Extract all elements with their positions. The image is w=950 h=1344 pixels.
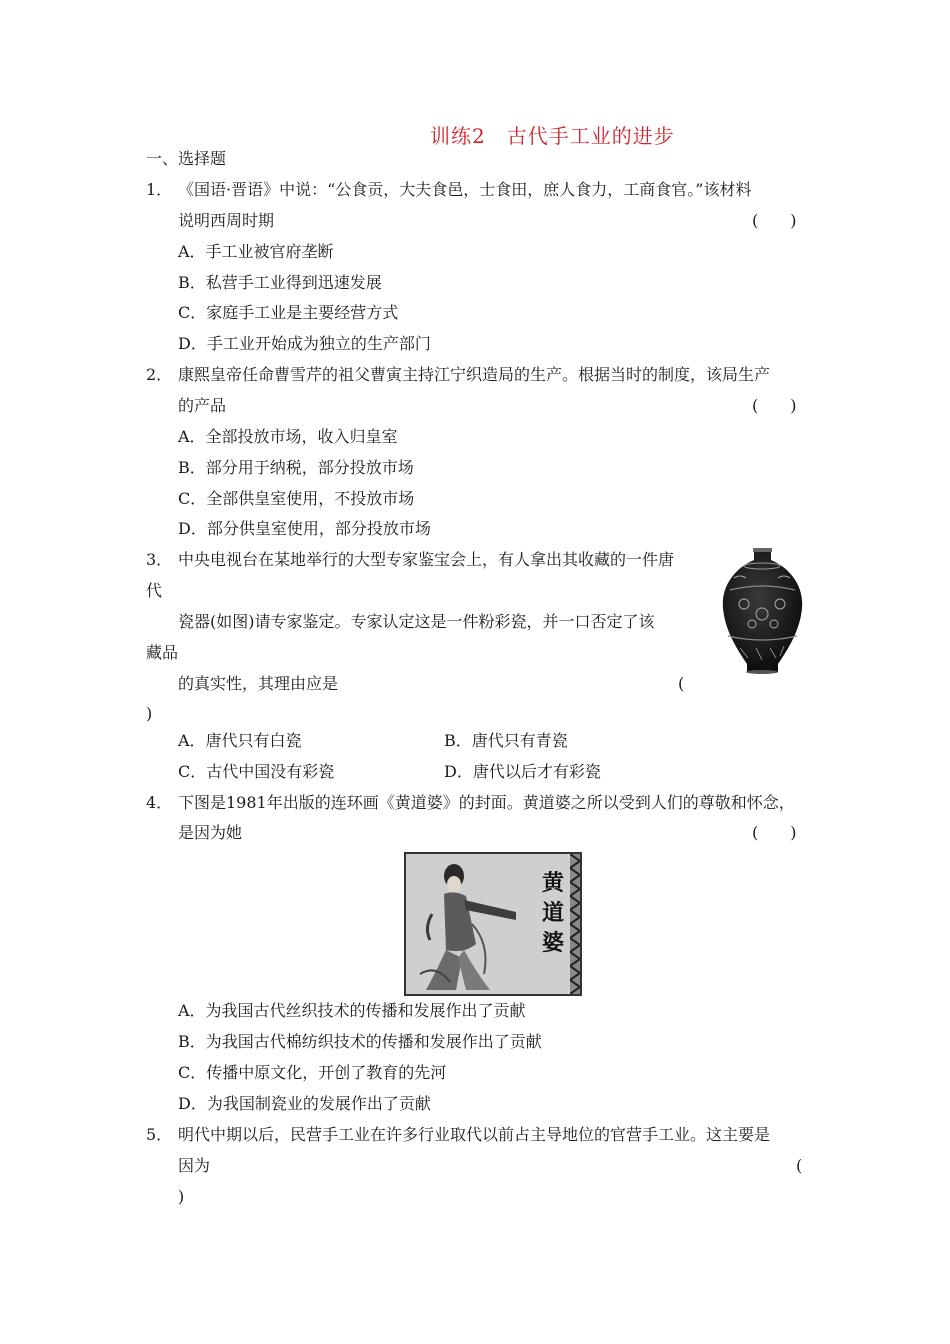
option-b: B．部分用于纳税，部分投放市场 bbox=[178, 458, 414, 477]
option-c: C．传播中原文化，开创了教育的先河 bbox=[178, 1063, 447, 1082]
option-b: B．唐代只有青瓷 bbox=[444, 731, 568, 750]
option-d: D．唐代以后才有彩瓷 bbox=[444, 762, 601, 781]
option-b: B．为我国古代棉纺织技术的传播和发展作出了贡献 bbox=[178, 1032, 542, 1051]
option-b: B．私营手工业得到迅速发展 bbox=[178, 273, 382, 292]
question-number: 4． bbox=[146, 793, 173, 812]
answer-paren-open: ( bbox=[678, 674, 685, 693]
border-pattern bbox=[570, 854, 580, 994]
option-c: C．家庭手工业是主要经营方式 bbox=[178, 303, 399, 322]
question-text: 是因为她 bbox=[178, 823, 243, 842]
question-text: 藏品 bbox=[146, 643, 179, 662]
option-c: C．古代中国没有彩瓷 bbox=[178, 762, 335, 781]
question-text: 康熙皇帝任命曹雪芹的祖父曹寅主持江宁织造局的生产。根据当时的制度，该局生产 bbox=[178, 365, 771, 384]
comic-cover-image bbox=[404, 852, 582, 996]
answer-paren: ( ) bbox=[752, 396, 797, 415]
figure-illustration bbox=[406, 854, 526, 994]
question-text: 的真实性，其理由应是 bbox=[178, 674, 339, 693]
option-c: C．全部供皇室使用，不投放市场 bbox=[178, 489, 415, 508]
question-text: 中央电视台在某地举行的大型专家鉴宝会上，有人拿出其收藏的一件唐 bbox=[178, 550, 675, 569]
question-text: 的产品 bbox=[178, 396, 227, 415]
answer-paren-open: ( bbox=[796, 1156, 803, 1175]
option-a: A．唐代只有白瓷 bbox=[178, 731, 302, 750]
question-text: 说明西周时期 bbox=[178, 211, 275, 230]
option-d: D．为我国制瓷业的发展作出了贡献 bbox=[178, 1094, 431, 1113]
question-number: 5． bbox=[146, 1125, 173, 1144]
question-text: 瓷器(如图)请专家鉴定。专家认定这是一件粉彩瓷，并一口否定了该 bbox=[178, 612, 655, 631]
question-text: 代 bbox=[146, 581, 163, 600]
option-a: A．为我国古代丝织技术的传播和发展作出了贡献 bbox=[178, 1001, 526, 1020]
option-d: D．部分供皇室使用，部分投放市场 bbox=[178, 519, 431, 538]
question-number: 3． bbox=[146, 550, 173, 569]
answer-paren-close: ) bbox=[146, 704, 153, 723]
question-number: 1． bbox=[146, 180, 173, 199]
section-heading: 一、选择题 bbox=[146, 149, 227, 168]
option-a: A．全部投放市场，收入归皇室 bbox=[178, 427, 398, 446]
question-text: 下图是1981年出版的连环画《黄道婆》的封面。黄道婆之所以受到人们的尊敬和怀念， bbox=[178, 793, 795, 812]
vase-image bbox=[720, 548, 805, 674]
answer-paren-close: ) bbox=[178, 1187, 185, 1206]
page-title: 训练2 古代手工业的进步 bbox=[430, 124, 675, 148]
answer-paren: ( ) bbox=[752, 211, 797, 230]
question-text: 因为 bbox=[178, 1156, 211, 1175]
question-text: 《国语·晋语》中说：“公食贡，大夫食邑，士食田，庶人食力，工商食官。”该材料 bbox=[178, 180, 752, 199]
option-a: A．手工业被官府垄断 bbox=[178, 242, 334, 261]
option-d: D．手工业开始成为独立的生产部门 bbox=[178, 334, 431, 353]
answer-paren: ( ) bbox=[752, 823, 797, 842]
question-text: 明代中期以后，民营手工业在许多行业取代以前占主导地位的官营手工业。这主要是 bbox=[178, 1125, 771, 1144]
question-number: 2． bbox=[146, 365, 173, 384]
cover-title: 黄道婆 bbox=[541, 870, 564, 956]
